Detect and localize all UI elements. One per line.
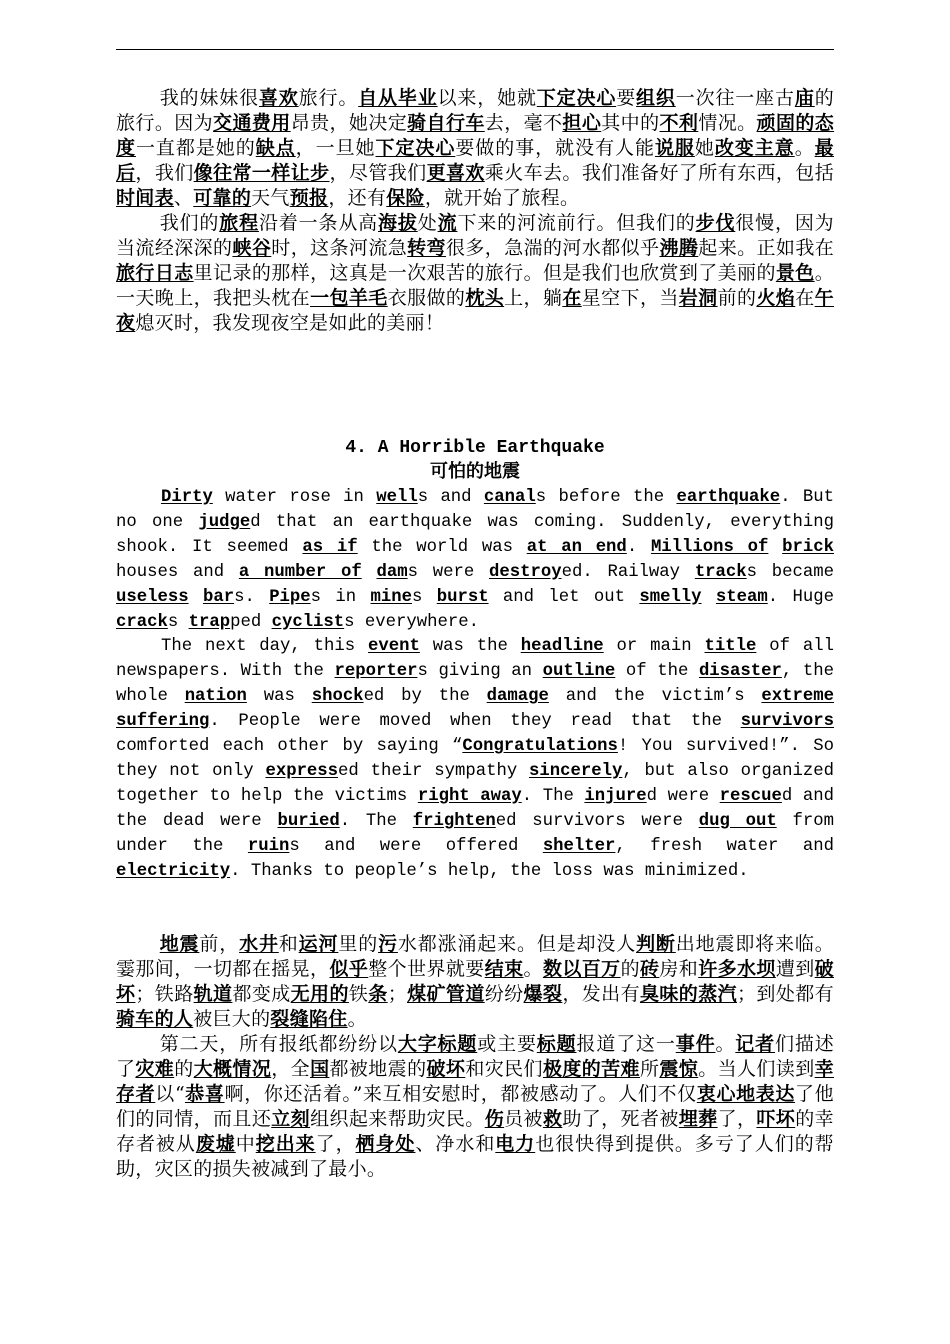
section-title-english: 4. A Horrible Earthquake xyxy=(345,438,605,458)
vocabulary-term: 一包羊毛 xyxy=(310,287,388,309)
vocabulary-term: buried xyxy=(277,811,340,831)
vocabulary-term: 交通费用 xyxy=(213,112,291,134)
paragraph: 我们的旅程沿着一条从高海拔处流下来的河流前行。但我们的步伐很慢，因为当流经深深的峡谷时，这条河流急转弯很多，急湍的河水都似乎沸腾起来。正如我在旅行日志里记录的那样，这真是一次艰苦的旅行。但是我们也欣赏到了美丽的景色。一天晚上，我把头枕在一包羊毛衣服做的枕头上，躺在星空下，当岩洞前的火焰在午夜熄灭时，我发现夜空是如此的美丽！ xyxy=(116,212,835,334)
vocabulary-term: 火焰 xyxy=(756,287,796,309)
vocabulary-term: at an end xyxy=(526,537,627,557)
vocabulary-term: 更喜欢 xyxy=(426,162,485,184)
vocabulary-term: well xyxy=(376,488,418,507)
vocabulary-term: 事件 xyxy=(675,1033,716,1055)
vocabulary-term: 顽固的态度 xyxy=(116,112,835,159)
vocabulary-term: 下定决心 xyxy=(536,87,617,109)
vocabulary-term: 破坏 xyxy=(116,958,834,1005)
vocabulary-term: 大字标题 xyxy=(397,1033,478,1055)
vocabulary-term: 条 xyxy=(368,983,388,1005)
vocabulary-term: 极度的苦难 xyxy=(542,1058,640,1080)
vocabulary-term: 组织 xyxy=(636,87,676,109)
vocabulary-term: 国 xyxy=(310,1058,330,1080)
vocabulary-term: 岩洞 xyxy=(678,287,718,309)
paragraph: Dirty water rose in wells and canals before the earthquake. But no one judged that an earthquake was coming. Suddenly, everything shook. It seemed as if the world was at an end. Millions of brick houses and a number of dams were destroyed. Railway tracks became useless bars. Pipes in mines burst and let out smelly steam. Huge cracks trapped cyclists everywhere. xyxy=(116,488,835,632)
vocabulary-term: 砖 xyxy=(639,958,660,980)
vocabulary-term: 记者 xyxy=(735,1033,775,1055)
vocabulary-term: 挖出来 xyxy=(255,1133,316,1155)
vocabulary-term: 震惊 xyxy=(659,1058,699,1080)
vocabulary-term: 似乎 xyxy=(329,958,369,980)
paragraph: 地震前，水井和运河里的污水都涨涌起来。但是却没人判断出地震即将来临。霎那间，一切都在摇晃，似乎整个世界就要结束。数以百万的砖房和许多水坝遭到破坏；铁路轨道都变成无用的铁条；煤矿管道纷纷爆裂，发出有臭味的蒸汽；到处都有骑车的人被巨大的裂缝陷住。 xyxy=(116,933,835,1030)
section-4-chinese-text xyxy=(116,932,834,1182)
vocabulary-term: judge xyxy=(198,512,251,532)
vocabulary-term: 轨道 xyxy=(193,983,233,1005)
vocabulary-term: dug out xyxy=(698,811,777,831)
vocabulary-term: 像往常一样让步 xyxy=(193,162,330,184)
vocabulary-term: trap xyxy=(188,612,231,632)
vocabulary-term: Congratulations xyxy=(462,737,618,757)
vocabulary-term: mine xyxy=(370,587,412,607)
vocabulary-term: useless xyxy=(116,587,189,607)
vocabulary-term: 缺点 xyxy=(255,137,296,159)
paragraph: 第二天，所有报纸都纷纷以大字标题或主要标题报道了这一事件。记者们描述了灾难的大概情况，全国都被地震的破坏和灾民们极度的苦难所震惊。当人们读到幸存者以“恭喜啊，你还活着。”来互相安慰时，都被感动了。人们不仅衷心地表达了他们的同情，而且还立刻组织起来帮助灾民。伤员被救助了，死者被埋葬了，吓坏的幸存者被从废墟中挖出来了，栖身处、净水和电力也很快得到提供。多亏了人们的帮助，灾区的损失被减到了最小。 xyxy=(116,1033,834,1180)
vocabulary-term: 庙 xyxy=(794,87,815,109)
vocabulary-term: 说服 xyxy=(654,137,695,159)
header-rule xyxy=(116,49,834,50)
vocabulary-term: 衷心地表达 xyxy=(696,1083,796,1105)
vocabulary-term: 吓坏 xyxy=(756,1108,796,1130)
vocabulary-term: 大概情况 xyxy=(193,1058,272,1080)
vocabulary-term: 枕头 xyxy=(465,287,505,309)
paragraph: The next day, this event was the headline or main title of all newspapers. With the reporters giving an outline of the disaster, the whole nation was shocked by the damage and the victim’s extreme suffering. People were moved when they read that the survivors comforted each other by saying “Congratulations! You survived!”. So they not only expressed their sympathy sincerely, but also organized together to help the victims right away. The injured were rescued and the dead were buried. The frightened survivors were dug out from under the ruins and were offered shelter, fresh water and electricity. Thanks to people’s help, the loss was minimized. xyxy=(116,637,835,881)
vocabulary-term: as if xyxy=(302,537,358,557)
vocabulary-term: express xyxy=(265,761,339,781)
vocabulary-term: cyclist xyxy=(271,612,345,632)
vocabulary-term: 爆裂 xyxy=(523,983,563,1005)
vocabulary-term: track xyxy=(694,562,747,582)
vocabulary-term: headline xyxy=(520,637,604,657)
paragraph: 我的妹妹很喜欢旅行。自从毕业以来，她就下定决心要组织一次往一座古庙的旅行。因为交通费用昂贵，她决定骑自行车去，毫不担心其中的不利情况。顽固的态度一直都是她的缺点，一旦她下定决心要做的事，就没有人能说服她改变主意。最后，我们像往常一样让步，尽管我们更喜欢乘火车去。我们准备好了所有东西，包括时间表、可靠的天气预报，还有保险，就开始了旅程。 xyxy=(116,87,835,209)
vocabulary-term: 废墟 xyxy=(195,1133,236,1155)
vocabulary-term: 海拔 xyxy=(378,212,418,234)
vocabulary-term: disaster xyxy=(698,662,782,682)
vocabulary-term: bar xyxy=(202,587,235,607)
vocabulary-term: 午夜 xyxy=(116,287,834,334)
vocabulary-term: destroy xyxy=(488,562,562,582)
vocabulary-term: 立刻 xyxy=(271,1108,311,1130)
vocabulary-term: frighten xyxy=(412,811,496,831)
vocabulary-term: 判断 xyxy=(636,933,676,955)
vocabulary-term: sincerely xyxy=(528,761,623,781)
vocabulary-term: 埋葬 xyxy=(678,1108,718,1130)
vocabulary-term: 流 xyxy=(437,212,458,234)
vocabulary-term: 水井 xyxy=(239,933,279,955)
vocabulary-term: Pipe xyxy=(269,587,311,607)
vocabulary-term: 步伐 xyxy=(695,212,736,234)
vocabulary-term: 担心 xyxy=(562,112,602,134)
vocabulary-term: earthquake xyxy=(676,488,781,507)
vocabulary-term: shock xyxy=(311,687,364,707)
vocabulary-term: 伤 xyxy=(484,1108,505,1130)
vocabulary-term: steam xyxy=(715,587,768,607)
vocabulary-term: injure xyxy=(584,786,647,806)
section-3-chinese-text xyxy=(116,86,834,336)
section-4-english-text xyxy=(116,486,834,885)
vocabulary-term: 许多水坝 xyxy=(698,958,776,980)
vocabulary-term: 旅行日志 xyxy=(116,262,194,284)
vocabulary-term: 骑车的人 xyxy=(116,1008,194,1030)
vocabulary-term: suffering xyxy=(116,712,210,732)
vocabulary-term: 幸存者 xyxy=(116,1058,834,1105)
vocabulary-term: 时间表 xyxy=(116,187,174,209)
vocabulary-term: canal xyxy=(483,488,536,507)
vocabulary-term: 沸腾 xyxy=(659,237,699,259)
vocabulary-term: brick xyxy=(782,537,834,557)
vocabulary-term: right away xyxy=(417,786,522,806)
vocabulary-term: 电力 xyxy=(495,1133,536,1155)
vocabulary-term: 骑自行车 xyxy=(407,112,485,134)
vocabulary-term: 臭味的蒸汽 xyxy=(639,983,738,1005)
vocabulary-term: Millions of xyxy=(650,537,769,557)
vocabulary-term: extreme xyxy=(761,687,834,707)
vocabulary-term: 峡谷 xyxy=(232,237,272,259)
vocabulary-term: outline xyxy=(542,662,616,682)
vocabulary-term: 喜欢 xyxy=(258,87,299,109)
vocabulary-term: 标题 xyxy=(536,1033,577,1055)
vocabulary-term: 自从毕业 xyxy=(358,87,438,109)
vocabulary-term: Dirty xyxy=(160,488,213,507)
vocabulary-term: a number of xyxy=(238,562,362,582)
vocabulary-term: 恭喜 xyxy=(184,1083,225,1105)
vocabulary-term: 灾难 xyxy=(135,1058,175,1080)
vocabulary-term: rescue xyxy=(719,786,782,806)
vocabulary-term: dam xyxy=(376,562,408,582)
vocabulary-term: 保险 xyxy=(386,187,425,209)
vocabulary-term: 可靠的 xyxy=(193,187,252,209)
vocabulary-term: 最后 xyxy=(116,137,834,184)
vocabulary-term: shelter xyxy=(542,836,616,856)
vocabulary-term: 地震 xyxy=(159,933,200,955)
vocabulary-term: burst xyxy=(436,587,489,607)
vocabulary-term: 下定决心 xyxy=(375,137,456,159)
vocabulary-term: title xyxy=(704,637,757,657)
vocabulary-term: 改变主意 xyxy=(714,137,795,159)
vocabulary-term: electricity xyxy=(116,861,231,881)
vocabulary-term: 运河 xyxy=(298,933,339,955)
vocabulary-term: nation xyxy=(184,687,247,707)
vocabulary-term: event xyxy=(368,637,420,657)
vocabulary-term: 数以百万 xyxy=(542,958,621,980)
vocabulary-term: 旅程 xyxy=(219,212,259,234)
vocabulary-term: 结束 xyxy=(484,958,524,980)
vocabulary-term: 转弯 xyxy=(407,237,446,259)
vocabulary-term: ruin xyxy=(247,836,290,856)
vocabulary-term: 在 xyxy=(562,287,582,309)
vocabulary-term: 破坏 xyxy=(426,1058,466,1080)
vocabulary-term: 煤矿管道 xyxy=(407,983,485,1005)
vocabulary-term: 栖身处 xyxy=(355,1133,416,1155)
vocabulary-term: 裂缝陷住 xyxy=(270,1008,348,1030)
vocabulary-term: 不利 xyxy=(659,112,699,134)
vocabulary-term: 无用的 xyxy=(290,983,349,1005)
vocabulary-term: survivors xyxy=(740,712,834,732)
section-title-chinese: 可怕的地震 xyxy=(430,461,520,482)
vocabulary-term: reporter xyxy=(334,662,418,682)
vocabulary-term: crack xyxy=(116,612,168,632)
vocabulary-term: 污 xyxy=(378,933,398,955)
vocabulary-term: smelly xyxy=(639,587,702,607)
vocabulary-term: damage xyxy=(486,687,549,707)
vocabulary-term: 景色 xyxy=(775,262,815,284)
vocabulary-term: 救 xyxy=(542,1108,563,1130)
vocabulary-term: 预报 xyxy=(289,187,329,209)
